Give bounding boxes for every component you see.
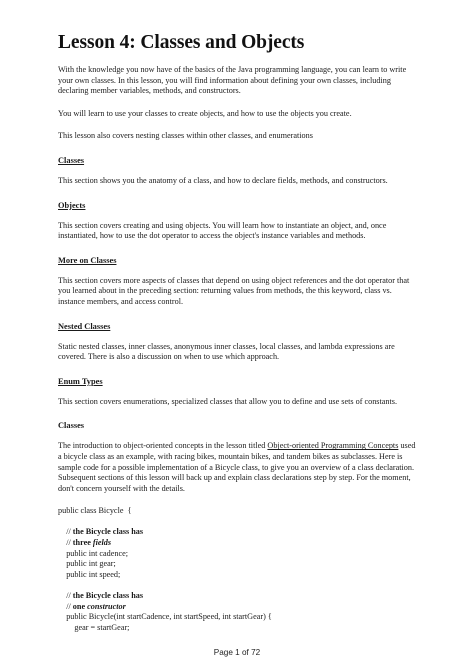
section-link-objects[interactable]: Objects bbox=[58, 200, 86, 210]
lesson-title: Lesson 4: Classes and Objects bbox=[58, 32, 305, 53]
oop-concepts-link[interactable]: Object-oriented Programming Concepts bbox=[267, 441, 399, 451]
classes-intro-text-after: used a bicycle class as an example, with racing bikes, mountain bikes, and tandem bikes as subclasses. Here is sample code for a possible implementation of a Bicycle class, to give you an overview of a class declaration. Subsequent sections of this lesson will back up and explain class declarations step by step. For the moment, don't concern yourself with the details. bbox=[58, 441, 416, 493]
code-line: gear = startGear; bbox=[58, 622, 130, 632]
code-line: public Bicycle(int startCadence, int startSpeed, int startGear) { bbox=[58, 612, 272, 622]
code-line: public int speed; bbox=[58, 569, 121, 579]
section-link-nested-classes[interactable]: Nested Classes bbox=[58, 321, 111, 331]
intro-paragraph-2: You will learn to use your classes to create objects, and how to use the objects you create. bbox=[58, 108, 352, 118]
code-comment: // three fields bbox=[58, 538, 112, 548]
intro-paragraph-3: This lesson also covers nesting classes within other classes, and enumerations bbox=[58, 131, 313, 141]
page-content bbox=[58, 32, 418, 633]
section-link-classes[interactable]: Classes bbox=[58, 155, 85, 165]
code-line: public int gear; bbox=[58, 559, 116, 569]
code-comment: // one constructor bbox=[58, 601, 126, 611]
section-link-more-on-classes[interactable]: More on Classes bbox=[58, 255, 117, 265]
code-sample bbox=[58, 506, 418, 633]
code-comment: // the Bicycle class has bbox=[58, 591, 144, 601]
section-desc-more-on-classes: This section covers more aspects of classes that depend on using object references and the dot operator that you learned about in the preceding section: returning values from methods, the this keyword, class vs. instance members, and access control. bbox=[58, 275, 410, 306]
classes-heading: Classes bbox=[58, 421, 85, 431]
section-desc-enum-types: This section covers enumerations, specialized classes that allow you to define and use sets of constants. bbox=[58, 396, 398, 406]
intro-paragraph-1: With the knowledge you now have of the basics of the Java programming language, you can learn to write your own classes. In this lesson, you will find information about defining your own classes, including declaring member variables, methods, and constructors. bbox=[58, 65, 407, 96]
code-comment: // the Bicycle class has bbox=[58, 527, 144, 537]
page-number: Page 1 of 72 bbox=[213, 648, 261, 657]
section-desc-classes: This section shows you the anatomy of a class, and how to declare fields, methods, and constructors. bbox=[58, 175, 388, 185]
code-line bbox=[58, 580, 418, 591]
section-desc-objects: This section covers creating and using objects. You will learn how to instantiate an object, and, once instantiated, how to use the dot operator to access the object's instance variables and methods. bbox=[58, 220, 387, 241]
code-line: public class Bicycle { bbox=[58, 506, 132, 516]
section-link-enum-types[interactable]: Enum Types bbox=[58, 376, 103, 386]
classes-intro-paragraph bbox=[58, 441, 418, 494]
classes-intro-text-before: The introduction to object-oriented concepts in the lesson titled bbox=[58, 441, 268, 451]
code-line: public int cadence; bbox=[58, 548, 129, 558]
section-desc-nested-classes: Static nested classes, inner classes, anonymous inner classes, local classes, and lambda expressions are covered. There is also a discussion on when to use which approach. bbox=[58, 341, 395, 362]
code-line bbox=[58, 517, 418, 528]
